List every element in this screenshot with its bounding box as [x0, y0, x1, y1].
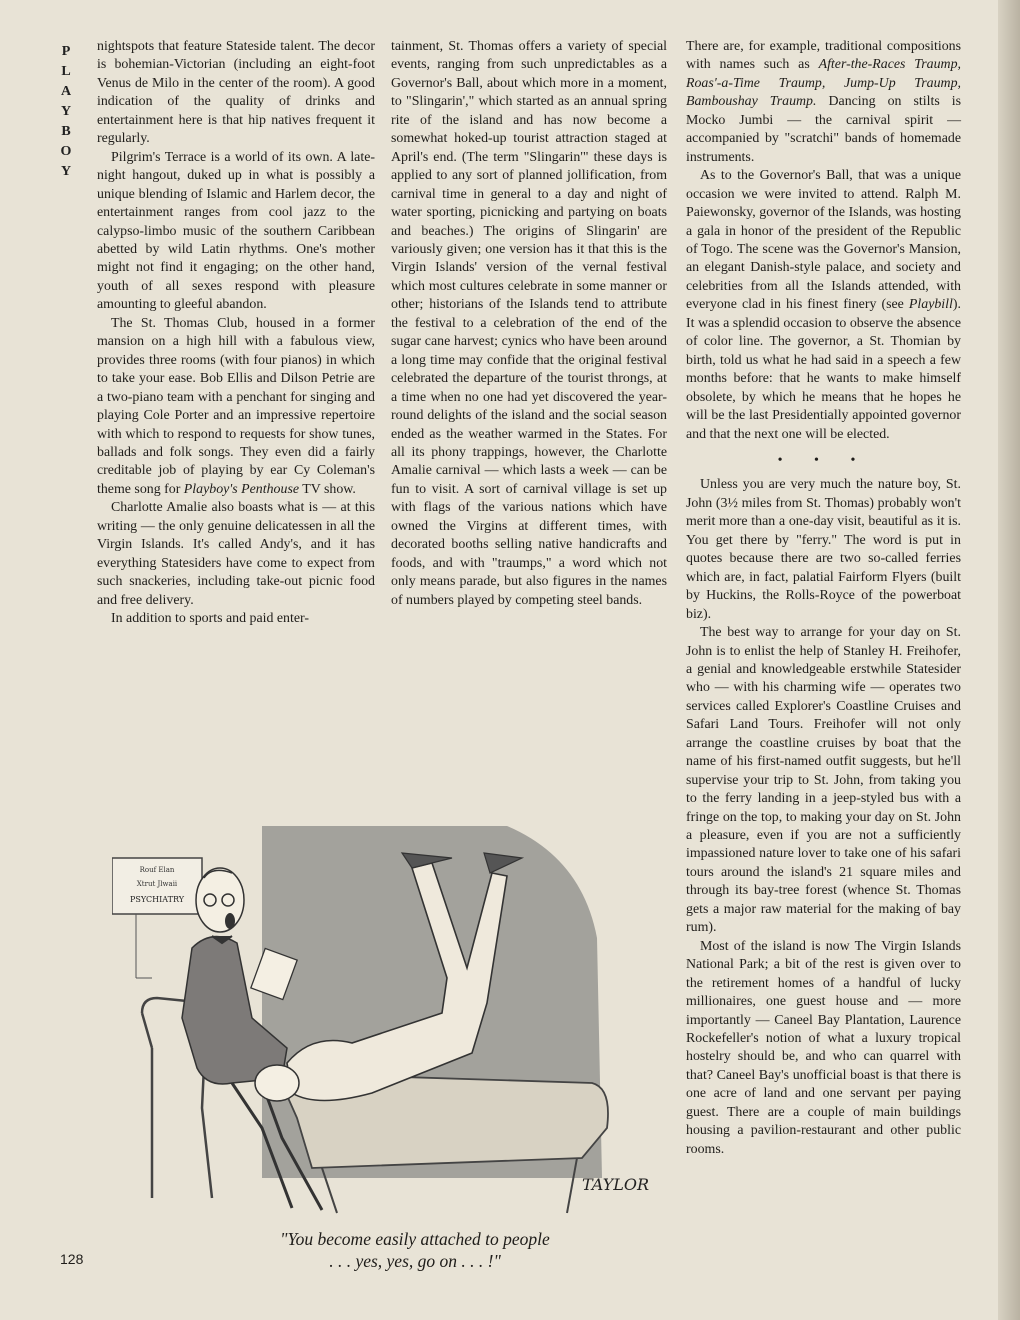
running-head-letter: P: [61, 44, 73, 59]
paragraph: Unless you are very much the nature boy, St. John (3½ miles from St. Thomas) probably won't merit more than a one-day visit, beautiful as it is. You get there by "ferry." The word is put in quotes because there are two so-called ferries which are, in fact, palatial Fairform Flyers (built by Huckins, the Rolls-Royce of the powerboat biz).: [686, 477, 961, 622]
page-number: 128: [60, 1251, 84, 1267]
psychiatrist-head: [196, 868, 244, 932]
running-head-letter: A: [60, 84, 74, 99]
paragraph: Charlotte Amalie also boasts what is — at this writing — the only genuine delicatessen in all the Virgin Islands. It's called Andy's, and it has everything Statesiders have come to expect from such snackeries, including take-out picnic food and free delivery.: [97, 500, 375, 608]
running-head-letter: L: [61, 64, 73, 79]
running-head-letter: Y: [60, 164, 74, 179]
caption-line: . . . yes, yes, go on . . . !": [329, 1251, 501, 1271]
magazine-running-head: [58, 42, 76, 182]
article-column-3: [686, 38, 961, 1159]
cartoon-caption: [220, 1228, 610, 1272]
patient-head: [255, 1065, 299, 1101]
artist-signature: TAYLOR: [582, 1175, 650, 1194]
diploma-line: Rouf Elan: [139, 866, 175, 874]
paragraph: nightspots that feature Stateside talent. The decor is bohemian-Victorian (including an eight-foot Venus de Milo in the center of the room). A good indication of the quality of drinks and entertainment here is that hip natives frequent it regularly.: [97, 39, 375, 147]
paragraph: The St. Thomas Club, housed in a former mansion on a high hill with a fabulous view, provides three rooms (with four pianos) in which to take your ease. Bob Ellis and Dilson Petrie are a two-piano team with a penchant for singing and playing Cole Porter and an impressive repertoire with which to respond to requests for show tunes, ballads and folk songs. They even did a fairly creditable job of playing by ear Cy Coleman's theme song for Playboy's Penthouse TV show.: [97, 315, 375, 497]
running-head-letter: B: [61, 124, 73, 139]
article-column-2: [391, 38, 667, 610]
running-head-letter: Y: [60, 104, 74, 119]
caption-line: "You become easily attached to people: [280, 1229, 550, 1249]
paragraph: Pilgrim's Terrace is a world of its own. A late-night hangout, duked up in what is possibly a unique blending of Islamic and Harlem decor, the entertainment ranges from cool jazz to the calypso-limbo music of the southern Caribbean abetted by wild Latin rhythms. One's mother might not find it engaging; on the other hand, youth of all sexes respond with pleasure amounting to gleeful abandon.: [97, 149, 375, 313]
article-column-1: [97, 38, 375, 629]
paragraph: As to the Governor's Ball, that was a unique occasion we were invited to attend. Ralph M. Paiewonsky, governor of the Islands, was hosting a gala in honor of the president of the Republic of Togo. The scene was the Governor's Mansion, an elegant Danish-style palace, and society and celebrities from all the Islands attended, with everyone clad in his finest finery (see Playbill). It was a splendid occasion to observe the absence of color line. The governor, a St. Thomian by birth, told us what he had said in a speech a few months before: that he wants to make himself obsolete, by which he means that he hopes he will be the last Presidentially appointed governor and that the next one will be elected.: [686, 168, 961, 442]
cartoon-illustration: [112, 818, 677, 1218]
paragraph: Most of the island is now The Virgin Islands National Park; a bit of the rest is given over to the retirement homes of a handful of lucky millionaires, one guest house and — more importantly — Caneel Bay Plantation, Laurence Rockefeller's notion of what a luxury tropical hostelry should be, and who can quarrel with that? Caneel Bay's unofficial boast is that there is one acre of land and one servant per paying guest. There are a couple of main buildings housing a pavilion-restaurant and other public rooms.: [686, 938, 961, 1157]
running-head-letter: O: [60, 144, 74, 159]
section-separator: • • •: [777, 452, 870, 468]
paragraph: In addition to sports and paid enter-: [111, 611, 310, 627]
diploma-line: Xtrut Jlwaii: [136, 880, 178, 888]
paragraph: tainment, St. Thomas offers a variety of special events, ranging from such unpredictables as a Governor's Ball, about which more in a moment, to "Slingarin'," which started as an annual spring rite of the island and has now become a somewhat hoked-up tourist attraction staged at April's end. (The term "Slingarin'" these days is applied to any sort of planned jollification, from carnival time in general to a day and night of water sporting, picnicking and partying on boats and beaches.) The origins of Slingarin' are variously given; one version has it that this is the Virgin Islands' version of the vernal festival which most cultures celebrate in some manner or other; historians of the Islands tend to attribute the festival to a celebration of the end of the sugar cane harvest; cynics who have been around a long time may confide that the original festival celebrated the departure of the tourist throngs, at a time when no one had yet discovered the year-round delights of the island and the social season ended as the weather warmed in the States. For all its phony trappings, however, the Charlotte Amalie carnival — which lasts a week — can be fun to visit. A sort of carnival village is set up with flags of the various nations which have owned the Virgins at different times, with decorated booths selling native handicrafts and foods, and with "traumps," a word which not only means parade, but also figures in the names of numbers played by competing steel bands.: [391, 39, 667, 608]
page-edge-shadow: [998, 0, 1020, 1320]
paragraph: There are, for example, traditional compositions with names such as After-the-Races Traump, Roas'-a-Time Traump, Jump-Up Traump, Bamboushay Traump. Dancing on stilts is Mocko Jumbi — the carnival spirit — accompanied by "scratchi" bands of homemade instruments.: [686, 39, 962, 165]
diploma-line: PSYCHIATRY: [130, 895, 184, 904]
paragraph: The best way to arrange for your day on St. John is to enlist the help of Stanley H. Freihofer, a genial and knowledgeable erstwhile Statesider who — with his charming wife — operates two services called Explorer's Coastline Cruises and Safari Land Tours. Freihofer will not only arrange the coastline cruises by boat that the name of his first-named outfit suggests, but he'll supervise your trip to St. John, from taking you to the ferry landing in a jeep-styled bus with a fringe on the top, to making your day on St. John a pleasure, even if you are not a sufficiently impassioned nature lover to take one of his safari tours around the island's 21 square miles and through its bay-tree forest (whence St. Thomas gets a major raw material for the making of bay rum).: [686, 625, 961, 936]
